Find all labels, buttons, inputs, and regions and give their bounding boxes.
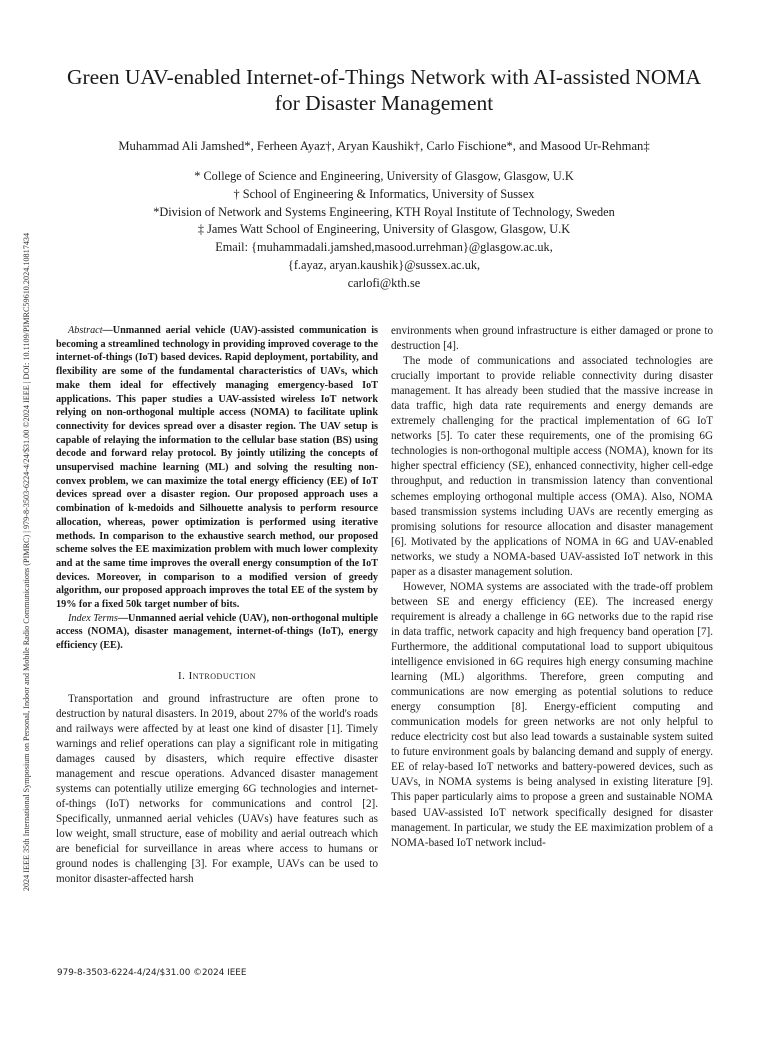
right-column — [391, 324, 713, 851]
publication-side-note: 2024 IEEE 35th International Symposium on Personal, Indoor and Mobile Radio Communications (PIMRC) | 979-8-3503-6224-4/24/$31.00 ©2024 IEEE | DOI: 10.1109/PIMRC59610.2024.10817434 — [22, 232, 31, 892]
index-terms — [56, 612, 378, 653]
paper-title-line-2: for Disaster Management — [274, 91, 494, 115]
affiliation-glasgow-jws: ‡ James Watt School of Engineering, University of Glasgow, Glasgow, U.K — [197, 222, 571, 237]
index-terms-text: —Unmanned aerial vehicle (UAV), non-orthogonal multiple access (NOMA), disaster management, internet-of-things (IoT), energy efficiency (EE). — [56, 612, 378, 652]
affiliation-kth: *Division of Network and Systems Engineering, KTH Royal Institute of Technology, Sweden — [153, 204, 615, 219]
affiliations — [40, 168, 728, 293]
author-list: Muhammad Ali Jamshed*, Ferheen Ayaz†, Aryan Kaushik†, Carlo Fischione*, and Masood Ur-Rehman‡ — [118, 139, 650, 153]
paper-title — [40, 64, 728, 116]
intro-paragraph-3: However, NOMA systems are associated with the trade-off problem between SE and energy efficiency (EE). The increased energy requirement is already a challenge in 6G networks due to the rapid rise in data traffic, network capacity and high frequency band operation [7]. Furthermore, the additional computational load to support ubiquitous intelligence envisioned in 6G requires high energy consuming machine learning (ML) algorithms. Therefore, green computing and communications are now emerging as potential solutions to reduce energy consumption [8]. Energy-efficient computing and communication models for green networks are not only helpful to reduce electricity cost but also lead towards a sustainable system suited to future environment goals by balancing demand and supply of energy. EE of relay-based IoT networks and battery-powered devices, such as UAVs, in NOMA systems is being analysed in existing literature [9]. This paper particularly aims to propose a green and sustainable NOMA based UAV-assisted IoT network specifically designed for disaster management. In particular, we study the EE maximization problem of a NOMA-based IoT network includ- — [391, 580, 713, 849]
intro-paragraph-1-continued: environments when ground infrastructure is either damaged or prone to destruction [4]. — [391, 325, 713, 353]
affiliation-sussex: † School of Engineering & Informatics, University of Sussex — [233, 186, 535, 201]
abstract-text: —Unmanned aerial vehicle (UAV)-assisted communication is becoming a streamlined technology in providing improved coverage to the internet-of-things (IoT) based devices. Rapid deployment, portability, and flexibility are some of the fundamental characteristics of UAVs, which make them ideal for effectively managing emergency-based IoT applications. This paper studies a UAV-assisted wireless IoT network relying on non-orthogonal multiple access (NOMA) to facilitate uplink connectivity for devices spread over a disaster region. The UAV setup is capable of relaying the information to the cellular base station (BS) using decode and forward relay protocol. By jointly utilizing the concepts of unsupervised machine learning (ML) and solving the resulting non-convex problem, we can maximize the total energy efficiency (EE) of IoT devices spread over a disaster region. Our proposed approach uses a combination of k-medoids and Silhouette analysis to perform resource allocation, whereas, power optimization is performed using iterative methods. In comparison to the exhaustive search method, our proposed scheme solves the EE maximization problem with much lower complexity and at the same time improves the overall energy consumption of the IoT devices. Moreover, in comparison to a modified version of greedy algorithm, our proposed approach improves the total EE of the system by 19% for a fixed 50k target number of bits. — [56, 325, 378, 611]
intro-paragraph-2: The mode of communications and associated technologies are crucially important to provide reliable connectivity during disaster management. It has already been studied that the massive increase in data traffic, high data rate requirements and energy demands are extremely challenging for the practical implementation of 6G IoT networks [5]. To cater these requirements, one of the promising 6G technologies is non-orthogonal multiple access (NOMA), known for its higher spectral efficiency (SE), enhanced connectivity, higher cell-edge throughput, and reduction in transmission latency than conventional schemes employing orthogonal multiple access (OMA). Also, NOMA based transmission systems including UAVs are recently emerging as promising solutions for resource allocation and disaster management [6]. Motivated by the applications of NOMA in 6G and UAV-enabled networks, we study a NOMA-based UAV-assisted IoT network in this paper as a disaster management solution. — [391, 355, 713, 578]
copyright-footer: 979-8-3503-6224-4/24/$31.00 ©2024 IEEE — [57, 968, 247, 978]
intro-paragraph-1: Transportation and ground infrastructure are often prone to destruction by natural disasters. In 2019, about 27% of the world's roads and railways were affected by at least one kind of disaster [1]. Timely warnings and relief operations can play a significant role in mitigating damages caused by disasters, which require effective disaster management and rescue operations. Advanced disaster management systems can potentially utilize emerging 6G technologies and internet-of-things (IoT) networks for communications and control [2]. Specifically, unmanned aerial vehicles (UAVs) have features such as low weight, small structure, ease of mobility and aerial outreach which are beneficial for surveillance in areas where access to humans or ground nodes is challenging [3]. For example, UAVs can be used to monitor disaster-affected harsh — [56, 692, 378, 886]
section-heading-introduction: I. Introduction — [177, 669, 257, 682]
email-line-1: Email: {muhammadali.jamshed,masood.urrehman}@glasgow.ac.uk, — [215, 240, 553, 255]
abstract — [56, 324, 378, 612]
affiliation-glasgow-cse: * College of Science and Engineering, University of Glasgow, Glasgow, U.K — [194, 169, 574, 183]
email-line-2: {f.ayaz, aryan.kaushik}@sussex.ac.uk, — [287, 257, 481, 272]
abstract-label: Abstract — [68, 325, 103, 336]
left-column — [56, 324, 378, 888]
paper-title-line-1: Green UAV-enabled Internet-of-Things Network with AI-assisted NOMA — [66, 65, 702, 89]
email-line-3: carlofi@kth.se — [347, 275, 421, 290]
index-terms-label: Index Terms — [68, 612, 118, 624]
